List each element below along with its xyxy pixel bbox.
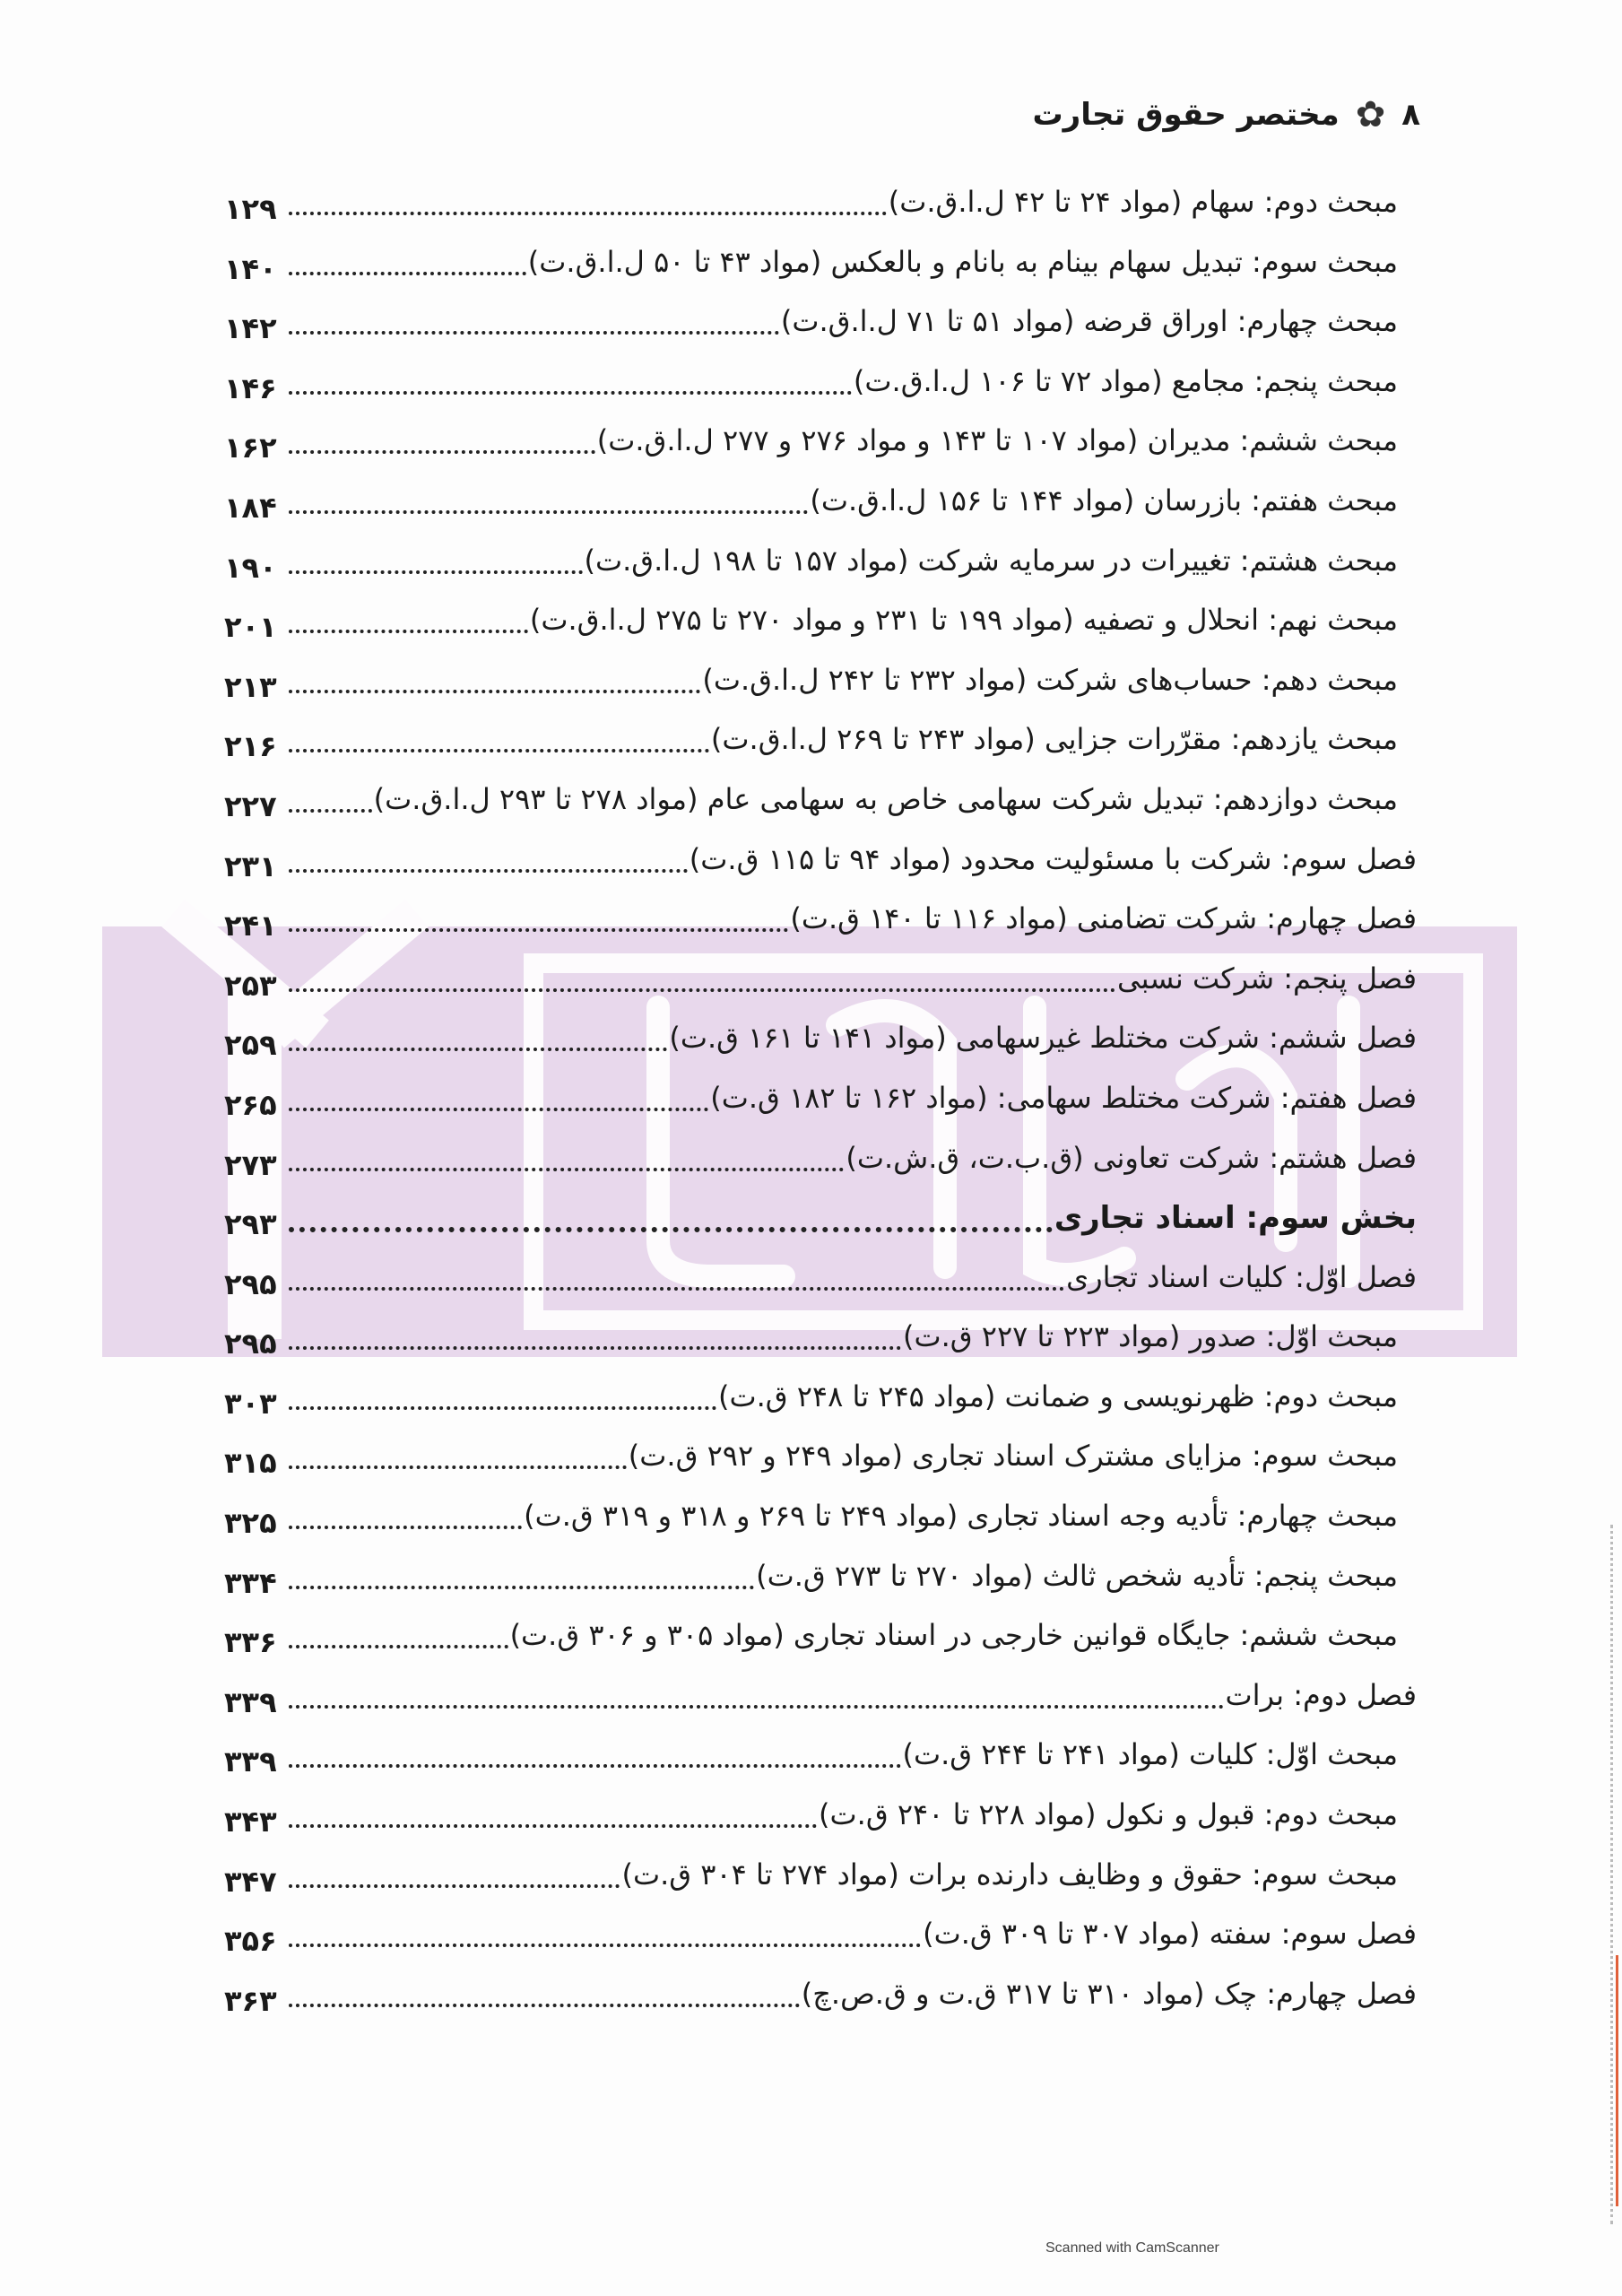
toc-entry-page: ۲۹۵ xyxy=(224,1326,277,1361)
toc-entry-title: مبحث دوازدهم: تبدیل شرکت سهامی خاص به سهامی عام (مواد ۲۷۸ تا ۲۹۳ ل.ا.ق.ت) xyxy=(373,781,1398,816)
scan-edge-mark xyxy=(1616,1955,1618,2206)
dot-leader xyxy=(289,956,1115,992)
toc-entry xyxy=(224,239,1417,300)
toc-entry-title: فصل دوم: برات xyxy=(1225,1677,1417,1712)
dot-leader xyxy=(289,896,788,932)
dot-leader xyxy=(289,1732,901,1768)
table-of-contents xyxy=(224,179,1417,2031)
dot-leader xyxy=(289,1255,1064,1291)
toc-entry-title: مبحث دوم: قبول و نکول (مواد ۲۲۸ تا ۲۴۰ ق.ت) xyxy=(819,1797,1398,1832)
dot-leader xyxy=(289,179,887,215)
dot-leader xyxy=(289,1673,1224,1709)
toc-entry xyxy=(224,1433,1417,1493)
toc-entry-page: ۳۳۴ xyxy=(224,1565,277,1600)
toc-entry-page: ۳۳۹ xyxy=(224,1684,277,1719)
toc-entry-title: فصل سوم: سفته (مواد ۳۰۷ تا ۳۰۹ ق.ت) xyxy=(923,1917,1417,1952)
gear-ornament-icon: ✿ xyxy=(1355,94,1386,135)
toc-entry-title: فصل سوم: شرکت با مسئولیت محدود (مواد ۹۴ تا ۱۱۵ ق.ت) xyxy=(689,841,1417,876)
scan-edge-mark xyxy=(1608,1525,1613,2224)
dot-leader xyxy=(289,1195,1053,1232)
toc-entry-title: فصل ششم: شرکت مختلط غیرسهامی (مواد ۱۴۱ تا ۱۶۱ ق.ت) xyxy=(669,1021,1417,1056)
toc-entry-title: مبحث هشتم: تغییرات در سرمایه شرکت (مواد ۱۵۷ تا ۱۹۸ ل.ا.ق.ت) xyxy=(584,543,1398,578)
toc-entry xyxy=(224,1852,1417,1912)
toc-entry xyxy=(224,1374,1417,1434)
book-title: مختصر حقوق تجارت xyxy=(1032,97,1340,133)
toc-entry-title: مبحث دهم: حساب‌های شرکت (مواد ۲۳۲ تا ۲۴۲ ل.ا.ق.ت) xyxy=(702,662,1398,697)
toc-entry xyxy=(224,837,1417,897)
toc-entry xyxy=(224,1015,1417,1075)
toc-entry xyxy=(224,1135,1417,1196)
toc-entry-title: مبحث اوّل: صدور (مواد ۲۲۳ تا ۲۲۷ ق.ت) xyxy=(902,1319,1398,1354)
toc-entry-title: فصل چهارم: چک (مواد ۳۱۰ تا ۳۱۷ ق.ت و ق.ص.چ) xyxy=(801,1976,1417,2011)
toc-entry-title: مبحث هفتم: بازرسان (مواد ۱۴۴ تا ۱۵۶ ل.ا.ق.ت) xyxy=(810,483,1398,517)
toc-entry xyxy=(224,896,1417,956)
page-header xyxy=(1032,94,1420,135)
toc-entry-title: مبحث سوم: تبدیل سهام بینام به بانام و بالعکس (مواد ۴۳ تا ۵۰ ل.ا.ق.ت) xyxy=(527,244,1398,279)
dot-leader xyxy=(289,1314,901,1350)
toc-entry xyxy=(224,179,1417,239)
dot-leader xyxy=(289,359,852,395)
dot-leader xyxy=(289,1553,754,1589)
toc-entry-page: ۲۴۱ xyxy=(224,909,277,944)
toc-entry-page: ۲۶۵ xyxy=(224,1087,277,1122)
dot-leader xyxy=(289,299,779,335)
toc-entry-page: ۱۴۶ xyxy=(224,370,277,405)
toc-entry-page: ۳۴۳ xyxy=(224,1805,277,1839)
toc-entry-title: فصل هشتم: شرکت تعاونی (ق.ب.ت، ق.ش.ت) xyxy=(846,1140,1417,1175)
toc-entry-page: ۲۱۶ xyxy=(224,729,277,764)
toc-entry xyxy=(224,717,1417,777)
toc-entry-page: ۲۵۳ xyxy=(224,968,277,1003)
toc-entry-title: بخش سوم: اسناد تجاری xyxy=(1054,1200,1417,1237)
toc-entry-page: ۳۵۶ xyxy=(224,1924,277,1959)
dot-leader xyxy=(289,418,595,454)
toc-entry-title: مبحث چهارم: اوراق قرضه (مواد ۵۱ تا ۷۱ ل.ا.ق.ت) xyxy=(780,304,1398,339)
toc-entry-page: ۳۶۳ xyxy=(224,1983,277,2018)
toc-entry xyxy=(224,478,1417,538)
toc-entry-page: ۲۲۷ xyxy=(224,788,277,823)
dot-leader xyxy=(289,717,709,752)
toc-entry-title: مبحث سوم: حقوق و وظایف دارنده برات (مواد ۲۷۴ تا ۳۰۴ ق.ت) xyxy=(621,1857,1398,1892)
dot-leader xyxy=(289,478,808,514)
toc-entry-title: مبحث ششم: جایگاه قوانین خارجی در اسناد تجاری (مواد ۳۰۵ و ۳۰۶ ق.ت) xyxy=(509,1618,1398,1653)
dot-leader xyxy=(289,837,688,873)
toc-entry xyxy=(224,1075,1417,1135)
toc-entry-page: ۲۹۳ xyxy=(224,1207,277,1242)
toc-entry-page: ۲۹۵ xyxy=(224,1266,277,1301)
dot-leader xyxy=(289,1911,921,1947)
toc-entry-page: ۳۰۳ xyxy=(224,1386,277,1421)
toc-entry xyxy=(224,597,1417,657)
toc-entry-title: فصل اوّل: کلیات اسناد تجاری xyxy=(1066,1259,1417,1294)
toc-entry xyxy=(224,1673,1417,1733)
toc-entry-title: فصل چهارم: شرکت تضامنی (مواد ۱۱۶ تا ۱۴۰ ق.ت) xyxy=(790,901,1417,936)
toc-entry-page: ۳۲۵ xyxy=(224,1506,277,1541)
toc-entry-title: مبحث دوم: سهام (مواد ۲۴ تا ۴۲ ل.ا.ق.ت) xyxy=(888,185,1398,219)
toc-entry-page: ۲۳۱ xyxy=(224,848,277,883)
toc-entry xyxy=(224,1971,1417,2031)
toc-entry-title: فصل پنجم: شرکت نسبی xyxy=(1117,961,1417,996)
dot-leader xyxy=(289,597,528,633)
toc-entry-page: ۲۷۳ xyxy=(224,1147,277,1182)
dot-leader xyxy=(289,538,583,574)
toc-entry-page: ۳۱۵ xyxy=(224,1446,277,1481)
dot-leader xyxy=(289,1493,522,1529)
toc-entry-page: ۱۶۲ xyxy=(224,430,277,465)
toc-entry xyxy=(224,299,1417,359)
toc-entry xyxy=(224,1553,1417,1613)
toc-entry-page: ۲۰۱ xyxy=(224,610,277,645)
toc-entry-title: مبحث سوم: مزایای مشترک اسناد تجاری (مواد ۲۴۹ و ۲۹۲ ق.ت) xyxy=(628,1439,1398,1474)
toc-entry-title: مبحث اوّل: کلیات (مواد ۲۴۱ تا ۲۴۴ ق.ت) xyxy=(902,1737,1398,1772)
toc-entry-title: مبحث پنجم: مجامع (مواد ۷۲ تا ۱۰۶ ل.ا.ق.ت) xyxy=(853,363,1398,398)
toc-entry xyxy=(224,1195,1417,1255)
toc-entry xyxy=(224,777,1417,837)
scanner-footer: Scanned with CamScanner xyxy=(1045,2240,1219,2256)
dot-leader xyxy=(289,1135,844,1171)
dot-leader xyxy=(289,1852,620,1888)
toc-entry xyxy=(224,956,1417,1016)
toc-entry-page: ۲۵۹ xyxy=(224,1028,277,1063)
toc-entry-page: ۲۱۳ xyxy=(224,669,277,704)
dot-leader xyxy=(289,1971,800,2007)
toc-entry-page: ۱۹۰ xyxy=(224,550,277,585)
dot-leader xyxy=(289,657,700,693)
toc-entry-page: ۳۳۶ xyxy=(224,1625,277,1660)
dot-leader xyxy=(289,1613,508,1648)
toc-entry xyxy=(224,1314,1417,1374)
dot-leader xyxy=(289,1015,667,1051)
toc-entry xyxy=(224,538,1417,598)
toc-entry-title: مبحث پنجم: تأدیه شخص ثالث (مواد ۲۷۰ تا ۲۷۳ ق.ت) xyxy=(756,1558,1398,1593)
toc-entry xyxy=(224,1911,1417,1971)
toc-entry xyxy=(224,359,1417,419)
toc-entry-page: ۳۳۹ xyxy=(224,1744,277,1779)
toc-entry xyxy=(224,418,1417,478)
dot-leader xyxy=(289,1374,716,1410)
dot-leader xyxy=(289,1433,627,1469)
toc-entry xyxy=(224,1792,1417,1852)
toc-entry xyxy=(224,1493,1417,1553)
toc-entry-title: فصل هفتم: شرکت مختلط سهامی: (مواد ۱۶۲ تا ۱۸۲ ق.ت) xyxy=(710,1080,1417,1115)
toc-entry-page: ۱۴۰ xyxy=(224,251,277,286)
dot-leader xyxy=(289,1075,708,1111)
toc-entry-page: ۱۴۲ xyxy=(224,311,277,346)
toc-entry xyxy=(224,1613,1417,1673)
dot-leader xyxy=(289,1792,817,1828)
toc-entry xyxy=(224,1255,1417,1315)
dot-leader xyxy=(289,239,526,275)
toc-entry-title: مبحث دوم: ظهرنویسی و ضمانت (مواد ۲۴۵ تا ۲۴۸ ق.ت) xyxy=(717,1378,1398,1413)
toc-entry-title: مبحث چهارم: تأدیه وجه اسناد تجاری (مواد ۲۴۹ تا ۲۶۹ و ۳۱۸ و ۳۱۹ ق.ت) xyxy=(524,1499,1398,1534)
toc-entry-page: ۳۴۷ xyxy=(224,1864,277,1899)
toc-entry-title: مبحث ششم: مدیران (مواد ۱۰۷ تا ۱۴۳ و مواد ۲۷۶ و ۲۷۷ ل.ا.ق.ت) xyxy=(596,423,1398,458)
toc-entry-page: ۱۸۴ xyxy=(224,490,277,525)
toc-entry-title: مبحث نهم: انحلال و تصفیه (مواد ۱۹۹ تا ۲۳۱ و مواد ۲۷۰ تا ۲۷۵ ل.ا.ق.ت) xyxy=(529,603,1398,638)
dot-leader xyxy=(289,777,372,813)
toc-entry xyxy=(224,657,1417,718)
toc-entry-page: ۱۲۹ xyxy=(224,192,277,226)
toc-entry xyxy=(224,1732,1417,1792)
toc-entry-title: مبحث یازدهم: مقرّرات جزایی (مواد ۲۴۳ تا ۲۶۹ ل.ا.ق.ت) xyxy=(710,722,1398,757)
page-number: ۸ xyxy=(1401,97,1420,133)
